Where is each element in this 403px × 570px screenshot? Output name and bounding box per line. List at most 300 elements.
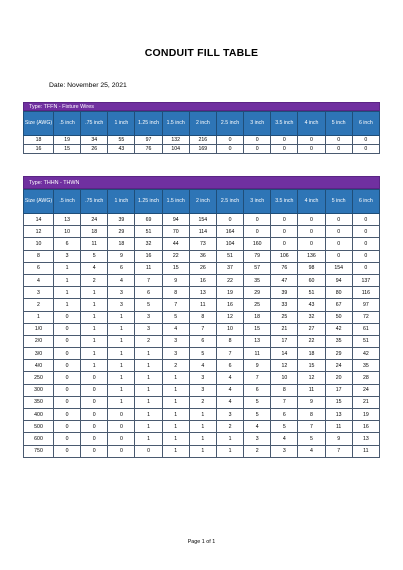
fill-count-cell: 19: [54, 136, 81, 145]
fill-count-cell: 3: [162, 348, 189, 360]
wire-size-cell: 2/0: [24, 335, 54, 347]
fill-count-cell: 6: [244, 384, 271, 396]
fill-count-cell: 2: [216, 421, 243, 433]
fill-count-cell: 11: [298, 384, 325, 396]
fill-count-cell: 1: [108, 335, 135, 347]
fill-count-cell: 94: [325, 274, 352, 286]
fill-count-cell: 8: [271, 384, 298, 396]
conduit-size-column-header: .5 inch: [54, 112, 81, 136]
fill-count-cell: 1: [108, 348, 135, 360]
fill-count-cell: 3: [189, 384, 216, 396]
fill-count-cell: 2: [162, 360, 189, 372]
table-row: [24, 433, 380, 445]
fill-count-cell: 20: [325, 372, 352, 384]
fill-count-cell: 7: [189, 323, 216, 335]
fill-count-cell: 29: [244, 287, 271, 299]
wire-size-cell: 2: [24, 299, 54, 311]
fill-count-cell: 43: [298, 299, 325, 311]
fill-count-cell: 0: [81, 384, 108, 396]
fill-count-cell: 2: [189, 396, 216, 408]
fill-count-cell: 1: [216, 445, 243, 457]
fill-count-cell: 1: [81, 360, 108, 372]
conduit-size-column-header: 1.25 inch: [135, 190, 162, 214]
fill-count-cell: 154: [325, 262, 352, 274]
page-number: Page 1 of 1: [187, 539, 216, 545]
fill-count-cell: 10: [216, 323, 243, 335]
fill-count-cell: 27: [298, 323, 325, 335]
fill-count-cell: 17: [271, 335, 298, 347]
wire-size-cell: 350: [24, 396, 54, 408]
fill-count-cell: 3: [244, 433, 271, 445]
fill-count-cell: 0: [271, 214, 298, 226]
fill-count-cell: 1: [81, 335, 108, 347]
wire-size-cell: 500: [24, 421, 54, 433]
fill-count-cell: 1: [54, 287, 81, 299]
fill-count-cell: 2: [135, 335, 162, 347]
fill-count-cell: 15: [325, 396, 352, 408]
fill-count-cell: 0: [352, 214, 379, 226]
fill-count-cell: 79: [244, 250, 271, 262]
fill-count-cell: 8: [162, 287, 189, 299]
fill-count-cell: 1: [162, 445, 189, 457]
fill-count-cell: 14: [271, 348, 298, 360]
fill-count-cell: 5: [81, 250, 108, 262]
fill-count-cell: 1: [81, 287, 108, 299]
fill-count-cell: 21: [352, 396, 379, 408]
fill-count-cell: 72: [352, 311, 379, 323]
fill-count-cell: 0: [298, 136, 325, 145]
wire-size-cell: 18: [24, 136, 54, 145]
fill-count-cell: 35: [352, 360, 379, 372]
fill-count-cell: 51: [216, 250, 243, 262]
fill-count-cell: 5: [298, 433, 325, 445]
fill-count-cell: 29: [108, 226, 135, 238]
fill-count-cell: 67: [325, 299, 352, 311]
fill-count-cell: 0: [54, 396, 81, 408]
fill-count-cell: 1: [135, 396, 162, 408]
fill-count-cell: 35: [325, 335, 352, 347]
fill-count-cell: 15: [298, 360, 325, 372]
wire-size-cell: 4: [24, 274, 54, 286]
fill-count-cell: 0: [216, 214, 243, 226]
fill-count-cell: 15: [54, 145, 81, 154]
fill-count-cell: 1: [108, 311, 135, 323]
page-title: CONDUIT FILL TABLE: [144, 47, 259, 59]
fill-count-cell: 0: [54, 372, 81, 384]
conduit-size-column-header: 3.5 inch: [271, 190, 298, 214]
fill-count-cell: 42: [352, 348, 379, 360]
fill-count-cell: 33: [271, 299, 298, 311]
fill-count-cell: 25: [271, 311, 298, 323]
fill-count-cell: 4: [216, 372, 243, 384]
table-row: [24, 396, 380, 408]
fill-count-cell: 9: [325, 433, 352, 445]
fill-count-cell: 7: [135, 274, 162, 286]
fill-count-cell: 169: [189, 145, 216, 154]
fill-count-cell: 69: [135, 214, 162, 226]
table-row: [24, 335, 380, 347]
fill-count-cell: 9: [108, 250, 135, 262]
fill-count-cell: 1: [135, 433, 162, 445]
fill-count-cell: 116: [352, 287, 379, 299]
fill-count-cell: 16: [352, 421, 379, 433]
fill-count-cell: 8: [298, 409, 325, 421]
fill-count-cell: 16: [135, 250, 162, 262]
fill-count-cell: 76: [271, 262, 298, 274]
fill-count-cell: 97: [352, 299, 379, 311]
fill-count-cell: 0: [54, 421, 81, 433]
fill-count-cell: 1: [189, 409, 216, 421]
conduit-size-column-header: 4 inch: [298, 112, 325, 136]
fill-count-cell: 1: [54, 299, 81, 311]
fill-count-cell: 0: [244, 214, 271, 226]
fill-count-cell: 25: [244, 299, 271, 311]
fill-count-cell: 0: [216, 136, 243, 145]
fill-count-cell: 94: [162, 214, 189, 226]
fill-count-cell: 0: [54, 445, 81, 457]
table-row: [24, 238, 380, 250]
fill-count-cell: 2: [244, 445, 271, 457]
fill-count-cell: 10: [271, 372, 298, 384]
fill-count-cell: 13: [325, 409, 352, 421]
fill-count-cell: 6: [135, 287, 162, 299]
fill-count-cell: 0: [271, 226, 298, 238]
fill-count-cell: 0: [81, 433, 108, 445]
fill-count-cell: 0: [54, 323, 81, 335]
fill-count-cell: 1: [108, 360, 135, 372]
fill-count-cell: 3: [189, 372, 216, 384]
table-row: [24, 348, 380, 360]
fill-count-cell: 24: [81, 214, 108, 226]
fill-count-cell: 3: [162, 335, 189, 347]
fill-count-cell: 76: [135, 145, 162, 154]
fill-count-cell: 0: [298, 238, 325, 250]
fill-count-cell: 32: [298, 311, 325, 323]
fill-count-cell: 11: [135, 262, 162, 274]
fill-count-cell: 4: [298, 445, 325, 457]
fill-count-cell: 0: [271, 136, 298, 145]
fill-count-cell: 1: [162, 433, 189, 445]
fill-count-cell: 26: [81, 145, 108, 154]
wire-size-cell: 600: [24, 433, 54, 445]
fill-count-cell: 1: [54, 274, 81, 286]
fill-count-cell: 3: [108, 299, 135, 311]
fill-count-cell: 106: [271, 250, 298, 262]
fill-count-cell: 11: [81, 238, 108, 250]
fill-count-cell: 2: [81, 274, 108, 286]
fill-count-cell: 1: [135, 360, 162, 372]
fill-count-cell: 1: [162, 372, 189, 384]
conduit-size-column-header: 5 inch: [325, 190, 352, 214]
fill-count-cell: 5: [135, 299, 162, 311]
fill-count-cell: 104: [162, 145, 189, 154]
fill-count-cell: 0: [54, 348, 81, 360]
fill-count-cell: 12: [271, 360, 298, 372]
conduit-size-column-header: 2 inch: [189, 112, 216, 136]
fill-count-cell: 50: [325, 311, 352, 323]
fill-count-cell: 3: [271, 445, 298, 457]
fill-count-cell: 22: [216, 274, 243, 286]
fill-count-cell: 104: [216, 238, 243, 250]
fill-count-cell: 11: [189, 299, 216, 311]
conduit-size-column-header: .75 inch: [81, 190, 108, 214]
fill-count-cell: 4: [271, 433, 298, 445]
fill-count-cell: 44: [162, 238, 189, 250]
fill-count-cell: 8: [216, 335, 243, 347]
fill-count-cell: 7: [271, 396, 298, 408]
fill-count-cell: 154: [189, 214, 216, 226]
fill-count-cell: 1: [135, 372, 162, 384]
fill-count-cell: 0: [244, 226, 271, 238]
conduit-size-column-header: 3 inch: [244, 112, 271, 136]
fill-count-cell: 11: [352, 445, 379, 457]
conduit-size-column-header: 1.25 inch: [135, 112, 162, 136]
thhn-conduit-table: [23, 189, 380, 458]
fill-count-cell: 12: [216, 311, 243, 323]
fill-count-cell: 0: [81, 372, 108, 384]
fill-count-cell: 6: [271, 409, 298, 421]
wire-size-cell: 1: [24, 311, 54, 323]
fill-count-cell: 6: [108, 262, 135, 274]
fill-count-cell: 0: [54, 360, 81, 372]
wire-size-cell: 3: [24, 287, 54, 299]
wire-size-cell: 3/0: [24, 348, 54, 360]
fill-count-cell: 19: [216, 287, 243, 299]
fill-count-cell: 160: [244, 238, 271, 250]
fill-count-cell: 1: [162, 421, 189, 433]
fill-count-cell: 0: [352, 262, 379, 274]
fill-count-cell: 0: [81, 421, 108, 433]
fill-count-cell: 1: [108, 372, 135, 384]
size-column-header: Size (AWG): [24, 190, 54, 214]
fill-count-cell: 0: [54, 311, 81, 323]
table-row: [24, 299, 380, 311]
fill-count-cell: 4: [244, 421, 271, 433]
fill-count-cell: 9: [162, 274, 189, 286]
fill-count-cell: 0: [352, 238, 379, 250]
wire-size-cell: 10: [24, 238, 54, 250]
fill-count-cell: 4: [189, 360, 216, 372]
fill-count-cell: 70: [162, 226, 189, 238]
tffn-type-band: Type: TFFN - Fixture Wires: [23, 102, 380, 111]
wire-size-cell: 750: [24, 445, 54, 457]
conduit-size-column-header: 2 inch: [189, 190, 216, 214]
fill-count-cell: 13: [189, 287, 216, 299]
table-row: [24, 262, 380, 274]
fill-count-cell: 1: [108, 323, 135, 335]
fill-count-cell: 0: [54, 335, 81, 347]
fill-count-cell: 9: [244, 360, 271, 372]
fill-count-cell: 22: [298, 335, 325, 347]
fill-count-cell: 0: [135, 445, 162, 457]
fill-count-cell: 0: [108, 433, 135, 445]
conduit-size-column-header: 1 inch: [108, 190, 135, 214]
fill-count-cell: 114: [189, 226, 216, 238]
wire-size-cell: 400: [24, 409, 54, 421]
fill-count-cell: 16: [189, 274, 216, 286]
fill-count-cell: 13: [352, 433, 379, 445]
fill-count-cell: 0: [325, 226, 352, 238]
fill-count-cell: 10: [54, 226, 81, 238]
fill-count-cell: 3: [135, 323, 162, 335]
fill-count-cell: 57: [244, 262, 271, 274]
fill-count-cell: 21: [271, 323, 298, 335]
conduit-size-column-header: 4 inch: [298, 190, 325, 214]
fill-count-cell: 17: [325, 384, 352, 396]
fill-count-cell: 1: [108, 396, 135, 408]
conduit-size-column-header: 3 inch: [244, 190, 271, 214]
tffn-conduit-table: [23, 111, 380, 154]
thhn-table-section: [23, 176, 380, 458]
fill-count-cell: 60: [298, 274, 325, 286]
fill-count-cell: 0: [298, 145, 325, 154]
fill-count-cell: 7: [298, 421, 325, 433]
fill-count-cell: 1: [135, 384, 162, 396]
fill-count-cell: 24: [325, 360, 352, 372]
fill-count-cell: 0: [325, 214, 352, 226]
table-row: [24, 409, 380, 421]
fill-count-cell: 6: [189, 335, 216, 347]
fill-count-cell: 22: [162, 250, 189, 262]
fill-count-cell: 12: [298, 372, 325, 384]
size-column-header: Size (AWG): [24, 112, 54, 136]
fill-count-cell: 18: [298, 348, 325, 360]
table-row: [24, 274, 380, 286]
fill-count-cell: 7: [162, 299, 189, 311]
fill-count-cell: 15: [162, 262, 189, 274]
fill-count-cell: 4: [216, 384, 243, 396]
fill-count-cell: 51: [352, 335, 379, 347]
table-row: [24, 226, 380, 238]
fill-count-cell: 0: [325, 136, 352, 145]
fill-count-cell: 19: [352, 409, 379, 421]
fill-count-cell: 4: [216, 396, 243, 408]
fill-count-cell: 51: [298, 287, 325, 299]
fill-count-cell: 0: [81, 409, 108, 421]
fill-count-cell: 0: [325, 238, 352, 250]
table-row: [24, 445, 380, 457]
conduit-size-column-header: 3.5 inch: [271, 112, 298, 136]
fill-count-cell: 3: [135, 311, 162, 323]
fill-count-cell: 137: [352, 274, 379, 286]
table-row: [24, 360, 380, 372]
fill-count-cell: 0: [325, 145, 352, 154]
fill-count-cell: 1: [162, 409, 189, 421]
fill-count-cell: 0: [81, 445, 108, 457]
fill-count-cell: 7: [216, 348, 243, 360]
fill-count-cell: 73: [189, 238, 216, 250]
fill-count-cell: 47: [271, 274, 298, 286]
table-row: [24, 136, 380, 145]
fill-count-cell: 80: [325, 287, 352, 299]
wire-size-cell: 1/0: [24, 323, 54, 335]
fill-count-cell: 1: [135, 421, 162, 433]
fill-count-cell: 5: [244, 396, 271, 408]
fill-count-cell: 1: [81, 311, 108, 323]
table-row: [24, 214, 380, 226]
table-row: [24, 323, 380, 335]
fill-count-cell: 4: [162, 323, 189, 335]
conduit-size-column-header: .75 inch: [81, 112, 108, 136]
fill-count-cell: 0: [54, 433, 81, 445]
fill-count-cell: 36: [189, 250, 216, 262]
wire-size-cell: 4/0: [24, 360, 54, 372]
fill-count-cell: 0: [54, 384, 81, 396]
fill-count-cell: 5: [271, 421, 298, 433]
conduit-size-column-header: 1 inch: [108, 112, 135, 136]
document-date: Date: November 25, 2021: [49, 82, 127, 89]
fill-count-cell: 29: [325, 348, 352, 360]
table-row: [24, 250, 380, 262]
fill-count-cell: 18: [81, 226, 108, 238]
conduit-size-column-header: 6 inch: [352, 190, 379, 214]
wire-size-cell: 8: [24, 250, 54, 262]
thhn-type-band: Type: THHN - THWN: [23, 176, 380, 189]
fill-count-cell: 1: [189, 421, 216, 433]
fill-count-cell: 51: [135, 226, 162, 238]
conduit-size-column-header: 1.5 inch: [162, 190, 189, 214]
table-row: [24, 421, 380, 433]
fill-count-cell: 1: [81, 348, 108, 360]
fill-count-cell: 164: [216, 226, 243, 238]
fill-count-cell: 0: [352, 136, 379, 145]
fill-count-cell: 32: [135, 238, 162, 250]
table-row: [24, 145, 380, 154]
fill-count-cell: 39: [108, 214, 135, 226]
fill-count-cell: 4: [108, 274, 135, 286]
wire-size-cell: 250: [24, 372, 54, 384]
fill-count-cell: 7: [244, 372, 271, 384]
fill-count-cell: 0: [244, 136, 271, 145]
fill-count-cell: 0: [108, 445, 135, 457]
fill-count-cell: 61: [352, 323, 379, 335]
conduit-size-column-header: 6 inch: [352, 112, 379, 136]
fill-count-cell: 1: [54, 262, 81, 274]
fill-count-cell: 5: [189, 348, 216, 360]
fill-count-cell: 0: [325, 250, 352, 262]
wire-size-cell: 16: [24, 145, 54, 154]
fill-count-cell: 8: [189, 311, 216, 323]
fill-count-cell: 13: [54, 214, 81, 226]
fill-count-cell: 5: [244, 409, 271, 421]
table-row: [24, 287, 380, 299]
fill-count-cell: 0: [108, 421, 135, 433]
fill-count-cell: 34: [81, 136, 108, 145]
fill-count-cell: 0: [216, 145, 243, 154]
fill-count-cell: 18: [244, 311, 271, 323]
fill-count-cell: 5: [162, 311, 189, 323]
fill-count-cell: 0: [298, 226, 325, 238]
conduit-size-column-header: .5 inch: [54, 190, 81, 214]
fill-count-cell: 0: [271, 238, 298, 250]
conduit-size-column-header: 2.5 inch: [216, 190, 243, 214]
fill-count-cell: 1: [189, 445, 216, 457]
fill-count-cell: 3: [216, 409, 243, 421]
fill-count-cell: 6: [216, 360, 243, 372]
fill-count-cell: 1: [189, 433, 216, 445]
fill-count-cell: 97: [135, 136, 162, 145]
fill-count-cell: 1: [81, 299, 108, 311]
fill-count-cell: 42: [325, 323, 352, 335]
fill-count-cell: 1: [162, 396, 189, 408]
fill-count-cell: 3: [108, 287, 135, 299]
fill-count-cell: 43: [108, 145, 135, 154]
conduit-size-column-header: 5 inch: [325, 112, 352, 136]
table-row: [24, 372, 380, 384]
fill-count-cell: 1: [108, 384, 135, 396]
wire-size-cell: 300: [24, 384, 54, 396]
fill-count-cell: 28: [352, 372, 379, 384]
